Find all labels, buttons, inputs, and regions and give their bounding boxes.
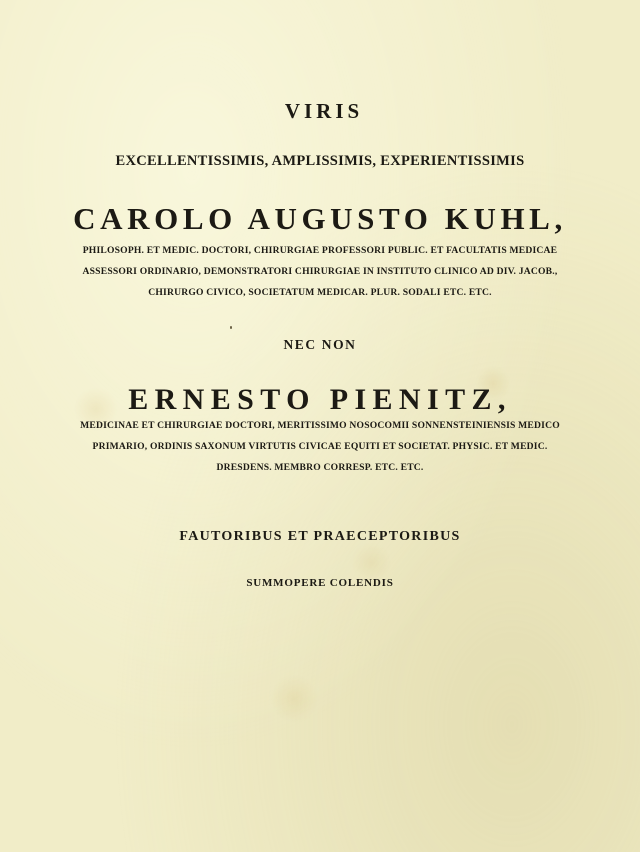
person1-title-line: PHILOSOPH. ET MEDIC. DOCTORI, CHIRURGIAE PROFESSORI PUBLIC. ET FACULTATIS MEDICAE [82, 245, 558, 256]
dedication-heading: VIRIS [284, 99, 364, 123]
person1-name: CAROLO AUGUSTO KUHL, [73, 201, 567, 236]
person2-name: ERNESTO PIENITZ, [128, 383, 512, 416]
person2-titles [0, 415, 640, 478]
conjunction: NEC NON [283, 337, 357, 352]
person2-title-line: PRIMARIO, ORDINIS SAXONUM VIRTUTIS CIVICAE EQUITI ET SOCIETAT. PHYSIC. ET MEDIC. [92, 441, 548, 452]
person1-titles [0, 240, 640, 303]
dedication-epithets: EXCELLENTISSIMIS, AMPLISSIMIS, EXPERIENTISSIMIS [115, 153, 525, 169]
person1-title-line: CHIRURGO CIVICO, SOCIETATUM MEDICAR. PLUR. SODALI ETC. ETC. [148, 287, 492, 298]
person2-title-line: MEDICINAE ET CHIRURGIAE DOCTORI, MERITISSIMO NOSOCOMII SONNENSTEINIENSIS MEDICO [80, 420, 560, 431]
person2-title-line: DRESDENS. MEMBRO CORRESP. ETC. ETC. [216, 462, 424, 473]
ink-speck [230, 326, 232, 329]
closing-line: FAUTORIBUS ET PRAECEPTORIBUS [179, 529, 461, 544]
closing-subline: SUMMOPERE COLENDIS [246, 577, 394, 589]
person1-title-line: ASSESSORI ORDINARIO, DEMONSTRATORI CHIRURGIAE IN INSTITUTO CLINICO AD DIV. JACOB., [82, 266, 558, 277]
